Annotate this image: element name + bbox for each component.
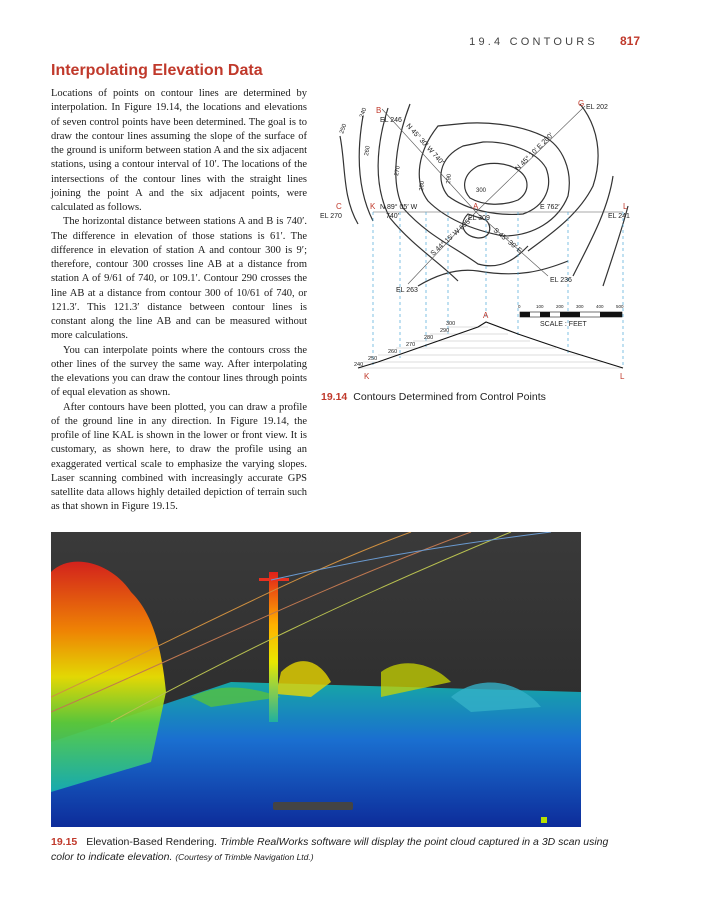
contour-label: 260 [364, 145, 372, 157]
figure-title: Elevation-Based Rendering. [86, 836, 217, 848]
figure-number: 19.14 [321, 391, 348, 403]
profile-label: 250 [368, 356, 378, 362]
contour-line [528, 104, 598, 251]
scale-tick: 400 [596, 304, 604, 309]
station-label: A [483, 311, 489, 320]
scale-title: SCALE : FEET [540, 321, 587, 328]
figure-15-caption [51, 835, 611, 865]
contour-line [340, 136, 358, 224]
bearing-label: S 45° 30′ E [491, 227, 523, 255]
paragraph-1: Locations of points on contour lines are determined by interpolation. In Figure 19.14, the locations and elevations of seven control points have been determined. The goal is to draw the contour lines assuming the slope of the surface of the ground is uniform between station A and the six adjacent stations, using a contour interval of 10′. The locations of the intersections of the contour lines with the straight lines joining the point A and the six adjacent points, were calculated as follows. [51, 88, 307, 213]
bearing-label: N 89° 05′ W [380, 204, 418, 211]
contour-lines [340, 104, 628, 286]
bearing-label: S 44° 15′ W 635′ [429, 217, 473, 258]
profile-label: 240 [354, 362, 364, 368]
profile-label: 260 [388, 349, 398, 355]
contour-label: 250 [339, 123, 349, 135]
contour-label: 280 [419, 180, 426, 192]
scale-tick: 200 [556, 304, 564, 309]
elevation-label: EL 241 [608, 213, 630, 220]
contour-figure [318, 96, 643, 386]
elevation-label: EL 270 [320, 213, 342, 220]
scale-tick: 500 [616, 304, 624, 309]
profile-view [354, 321, 625, 381]
station-label: A [473, 202, 479, 211]
scale-tick: 0 [518, 304, 521, 309]
section-header: 19.4 CONTOURS [469, 36, 598, 48]
map-labels [320, 99, 630, 320]
paragraph-2: The horizontal distance between stations A and B is 740′. The difference in elevation of those stations is 61′. The difference in elevation of station A and contour 300 is 9′; therefore, contour 300 crosses line AB at a distance from station A of 9/61 of 740, or 109.1′. Contour 290 crosses the line AB at a distance from contour 300 of 10/61 of 740, or 121.3′. This 121.3′ distance between contour lines is constant along the line AB and can be measured without more calculations. [51, 216, 307, 342]
station-label: C [336, 202, 342, 211]
profile-label: 270 [406, 342, 416, 348]
point-cloud-image [51, 532, 581, 827]
station-label: K [370, 202, 376, 211]
profile-end-label: L [620, 372, 625, 381]
profile-end-label: K [364, 372, 370, 381]
contour-label: 290 [446, 173, 453, 185]
contour-label: 300 [476, 188, 487, 194]
elevation-label: EL 246 [380, 117, 402, 124]
figure-description: Trimble RealWorks software will display the point cloud captured in a 3D scan using color to indicate elevation. [51, 836, 609, 863]
scale-tick: 100 [536, 304, 544, 309]
profile-label: 290 [440, 328, 450, 334]
bearing-label: 740′ [386, 213, 399, 220]
figure-number: 19.15 [51, 836, 78, 848]
contour-line [573, 176, 613, 276]
figure-14-caption [321, 391, 546, 403]
station-label: B [376, 106, 382, 115]
station-label: L [623, 202, 628, 211]
page-number: 817 [619, 34, 640, 48]
bearing-label: N 45° 30′ W 740′ [404, 122, 445, 167]
section-title: Interpolating Elevation Data [51, 62, 263, 79]
figure-credit: (Courtesy of Trimble Navigation Ltd.) [175, 852, 314, 862]
body-text [51, 87, 307, 515]
paragraph-3: You can interpolate points where the contours cross the other lines of the survey the same way. After interpolating the elevations you can draw the contour lines through points of equal elevation as shown. [51, 344, 307, 399]
scale-tick: 300 [576, 304, 584, 309]
point-cloud-render [51, 532, 581, 827]
contour-label: 240 [359, 107, 369, 119]
profile-label: 280 [424, 335, 434, 341]
scale-bar [518, 304, 624, 328]
contour-label: 270 [394, 165, 402, 177]
paragraph-4: After contours have been plotted, you can draw a profile of the ground line in any direction. In Figure 19.14, the profile of line KAL is shown in the lower or front view. It is customary, as shown here, to draw the profile using an exaggerated vertical scale to emphasize the varying slopes. Laser scanning combined with increasingly accurate GPS satellite data allows highly detailed depiction of terrain such as that shown in Figure 19.15. [51, 401, 307, 513]
profile-label: 300 [446, 321, 456, 327]
running-head [0, 32, 640, 50]
figure-caption-text: Contours Determined from Control Points [353, 391, 546, 403]
elevation-label: EL 202 [586, 104, 608, 111]
station-label: G [578, 99, 585, 108]
elevation-label: EL 309 [468, 215, 490, 222]
elevation-label: EL 236 [550, 277, 572, 284]
bearing-label: N 45° 10′ E 200′ [514, 131, 555, 173]
bearing-label: E 762′ [540, 204, 560, 211]
elevation-label: EL 263 [396, 287, 418, 294]
